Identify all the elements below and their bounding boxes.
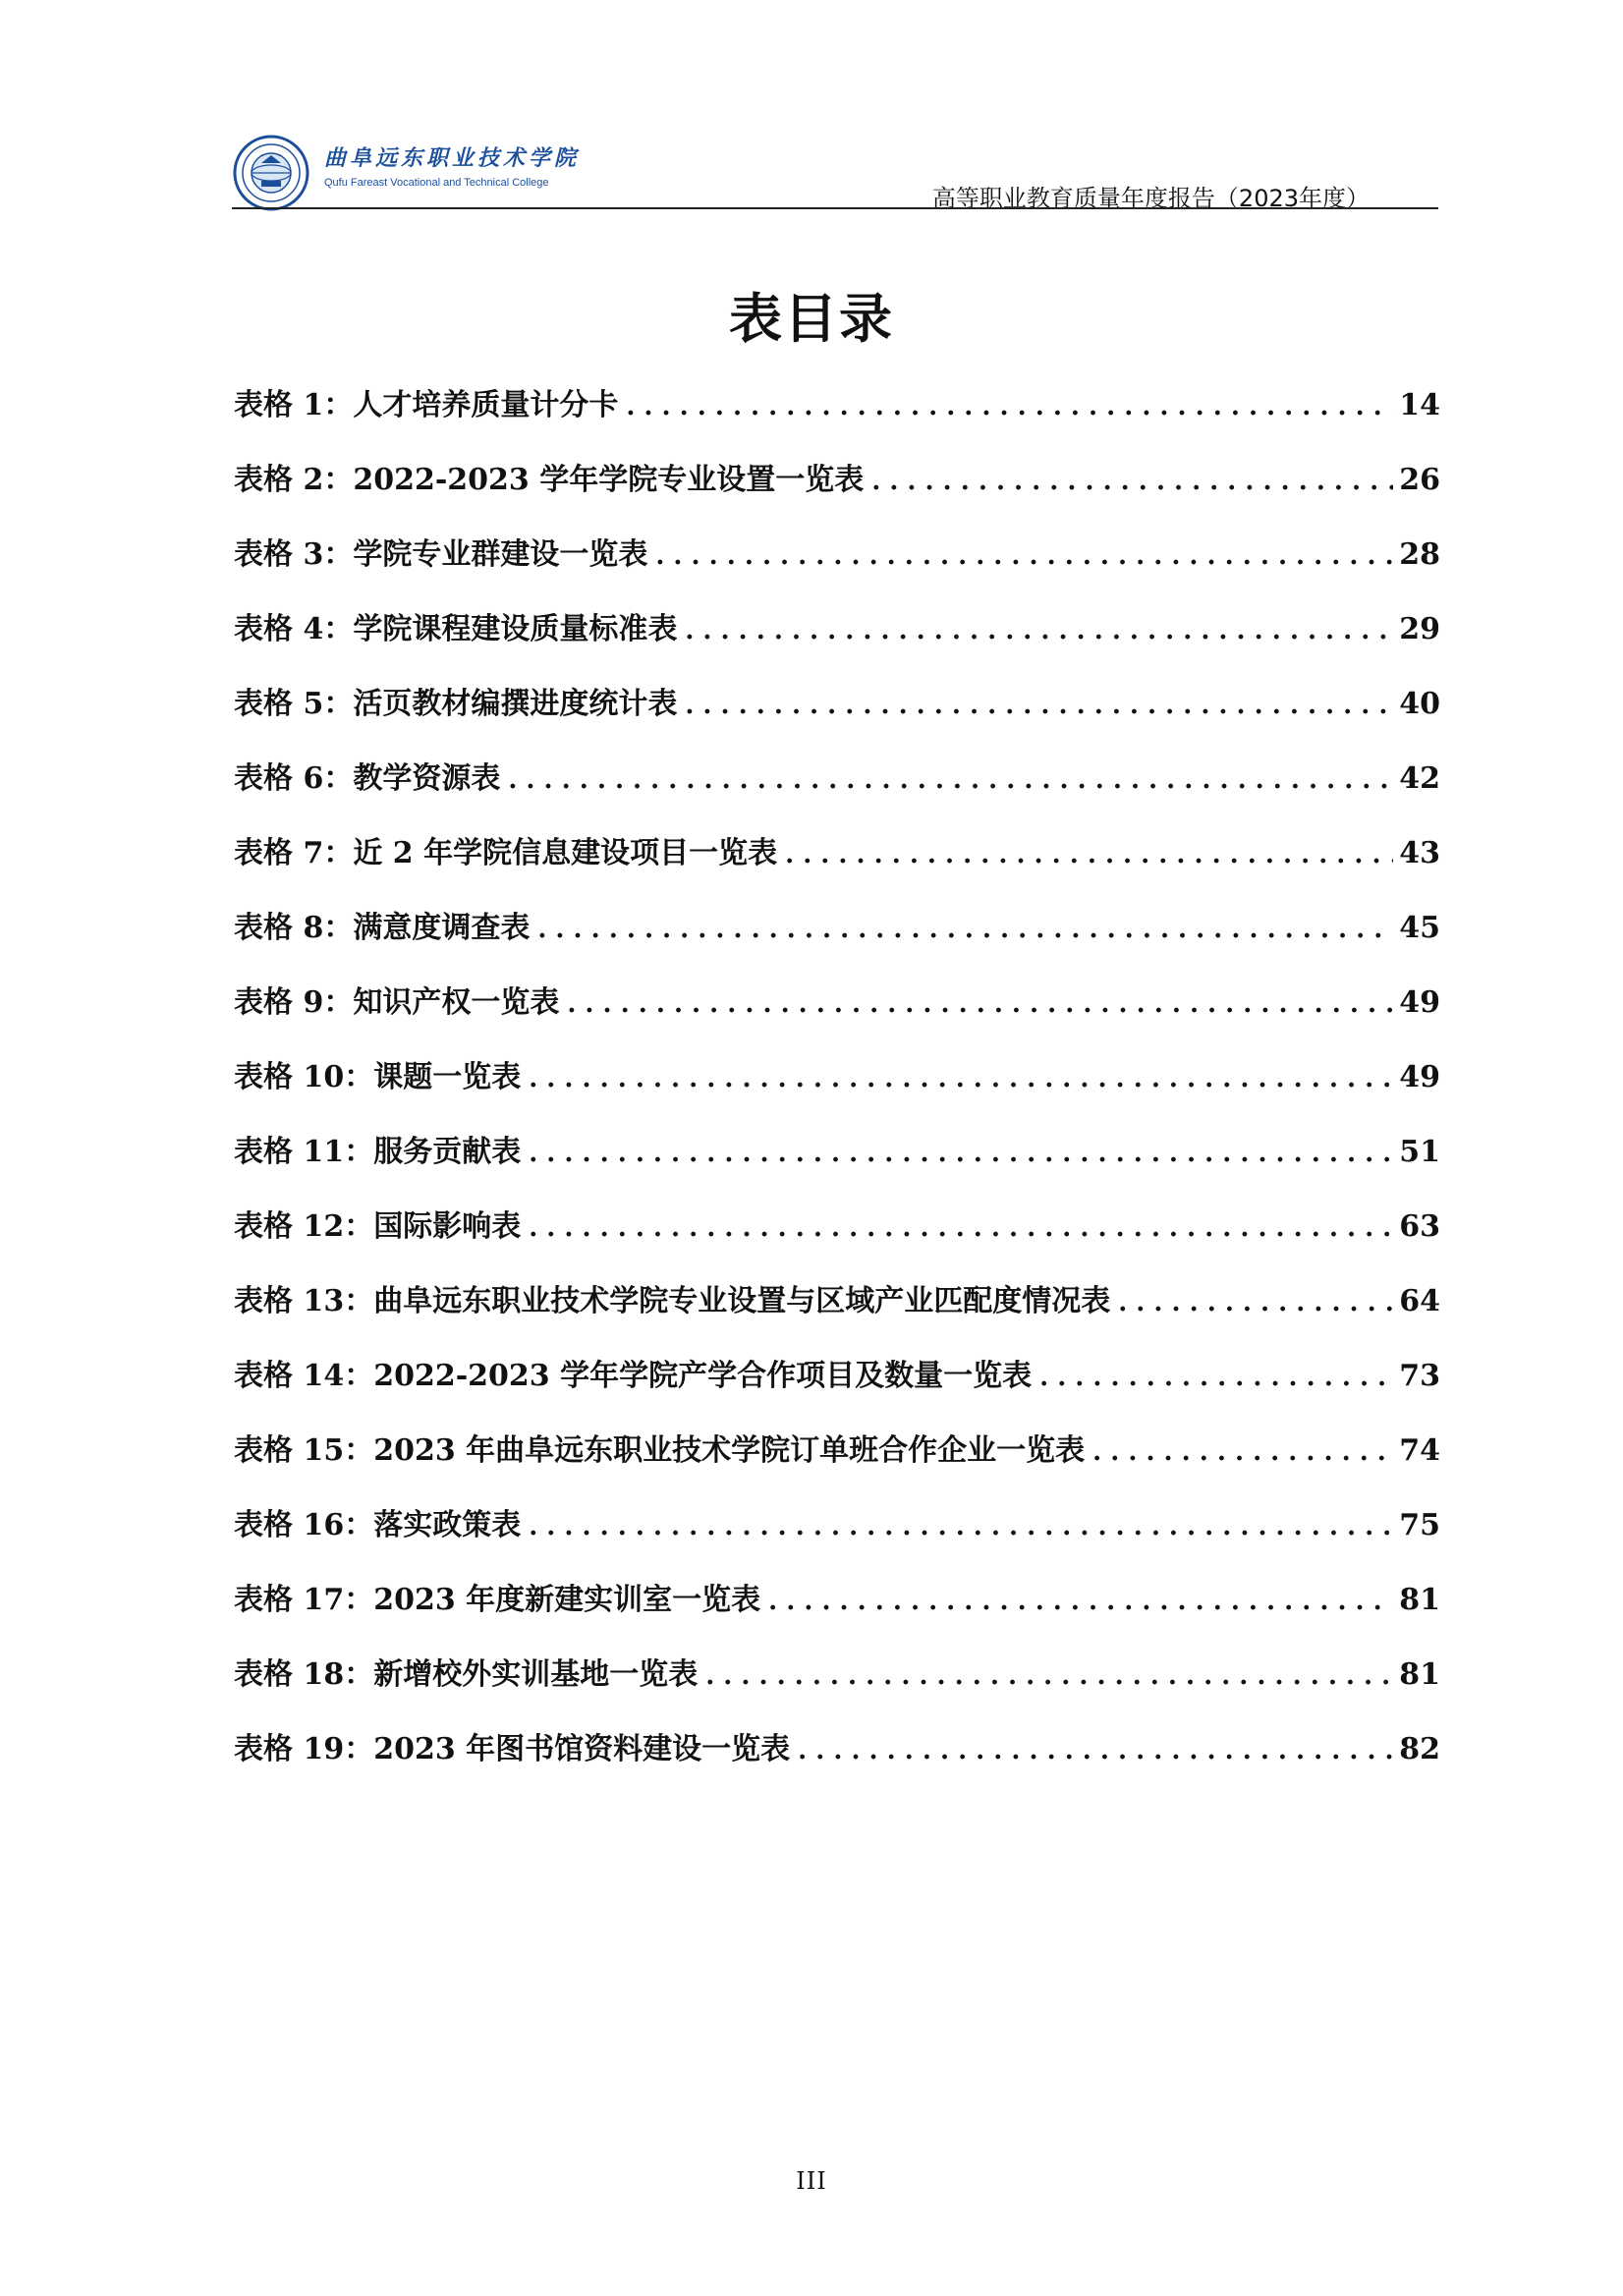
toc-entry-table-14[interactable] [234, 1352, 1440, 1427]
dot-leader [871, 457, 1393, 506]
dot-leader [685, 606, 1393, 655]
toc-entry-page: 51 [1399, 1135, 1440, 1169]
toc-entry-label: 表格 5：活页教材编撰进度统计表 [234, 687, 678, 721]
dot-leader [626, 382, 1393, 431]
dot-leader [1092, 1428, 1393, 1477]
toc-entry-page: 43 [1399, 836, 1440, 870]
dot-leader [529, 1054, 1393, 1103]
toc-entry-table-2[interactable] [234, 456, 1440, 531]
toc-entry-table-9[interactable] [234, 979, 1440, 1053]
toc-entry-label: 表格 10：课题一览表 [234, 1060, 522, 1094]
toc-entry-label: 表格 12：国际影响表 [234, 1209, 522, 1244]
dot-leader [529, 1129, 1393, 1178]
toc-entry-label: 表格 19：2023 年图书馆资料建设一览表 [234, 1732, 791, 1766]
toc-entry-label: 表格 16：落实政策表 [234, 1508, 522, 1542]
dot-leader [1118, 1278, 1393, 1327]
toc-entry-table-8[interactable] [234, 904, 1440, 979]
toc-entry-label: 表格 11：服务贡献表 [234, 1135, 522, 1169]
toc-entry-label: 表格 17：2023 年度新建实训室一览表 [234, 1583, 761, 1617]
toc-entry-page: 14 [1399, 388, 1440, 422]
toc-entry-page: 42 [1399, 761, 1440, 796]
toc-entry-table-15[interactable] [234, 1427, 1440, 1501]
college-name-en: Qufu Fareast Vocational and Technical College [324, 177, 549, 189]
page-header [232, 128, 1438, 212]
toc-entry-page: 49 [1399, 985, 1440, 1020]
college-name-cn: 曲阜远东职业技术学院 [324, 145, 581, 171]
college-seal-icon [232, 134, 310, 212]
dot-leader [567, 980, 1393, 1029]
toc-entry-label: 表格 8：满意度调查表 [234, 911, 531, 945]
toc-entry-table-6[interactable] [234, 755, 1440, 829]
toc-entry-page: 75 [1399, 1508, 1440, 1542]
toc-entry-label: 表格 3：学院专业群建设一览表 [234, 537, 648, 572]
toc-entry-label: 表格 1：人才培养质量计分卡 [234, 388, 619, 422]
toc-entry-table-17[interactable] [234, 1576, 1440, 1651]
toc-entry-table-18[interactable] [234, 1651, 1440, 1725]
toc-entry-table-4[interactable] [234, 605, 1440, 680]
toc-entry-table-10[interactable] [234, 1053, 1440, 1128]
dot-leader [529, 1204, 1393, 1253]
toc-entry-label: 表格 7：近 2 年学院信息建设项目一览表 [234, 836, 778, 870]
header-divider [232, 207, 1438, 209]
toc-entry-label: 表格 13：曲阜远东职业技术学院专业设置与区域产业匹配度情况表 [234, 1284, 1111, 1318]
dot-leader [785, 830, 1393, 879]
toc-entry-page: 81 [1399, 1657, 1440, 1692]
toc-entry-page: 49 [1399, 1060, 1440, 1094]
report-title: 高等职业教育质量年度报告（2023年度） [931, 185, 1370, 212]
toc-entry-page: 74 [1399, 1433, 1440, 1468]
page-number: III [796, 2167, 827, 2195]
toc-entry-page: 73 [1399, 1359, 1440, 1393]
dot-leader [508, 756, 1393, 805]
toc-entry-page: 81 [1399, 1583, 1440, 1617]
toc-entry-page: 63 [1399, 1209, 1440, 1244]
toc-entry-page: 82 [1399, 1732, 1440, 1766]
dot-leader [768, 1577, 1393, 1626]
toc-entry-label: 表格 14：2022-2023 学年学院产学合作项目及数量一览表 [234, 1359, 1033, 1393]
dot-leader [1039, 1353, 1393, 1402]
toc-entry-label: 表格 6：教学资源表 [234, 761, 501, 796]
toc-entry-label: 表格 9：知识产权一览表 [234, 985, 560, 1020]
toc-entry-page: 28 [1399, 537, 1440, 572]
toc-entry-table-7[interactable] [234, 829, 1440, 904]
toc-entry-table-1[interactable] [234, 381, 1440, 456]
toc-entry-page: 64 [1399, 1284, 1440, 1318]
dot-leader [685, 681, 1393, 730]
dot-leader [655, 532, 1393, 581]
dot-leader [705, 1652, 1393, 1701]
toc-entry-table-12[interactable] [234, 1203, 1440, 1277]
toc-entry-table-11[interactable] [234, 1128, 1440, 1203]
toc-entry-table-16[interactable] [234, 1501, 1440, 1576]
toc-entry-page: 45 [1399, 911, 1440, 945]
dot-leader [537, 905, 1393, 954]
toc-entry-label: 表格 18：新增校外实训基地一览表 [234, 1657, 699, 1692]
table-of-contents [234, 381, 1440, 1800]
toc-entry-table-5[interactable] [234, 680, 1440, 755]
toc-entry-table-3[interactable] [234, 531, 1440, 605]
toc-entry-label: 表格 2：2022-2023 学年学院专业设置一览表 [234, 463, 865, 497]
toc-entry-label: 表格 4：学院课程建设质量标准表 [234, 612, 678, 646]
toc-entry-page: 40 [1399, 687, 1440, 721]
toc-entry-label: 表格 15：2023 年曲阜远东职业技术学院订单班合作企业一览表 [234, 1433, 1086, 1468]
dot-leader [529, 1502, 1393, 1551]
toc-entry-page: 29 [1399, 612, 1440, 646]
toc-entry-table-13[interactable] [234, 1277, 1440, 1352]
page-title: 表目录 [729, 288, 894, 350]
dot-leader [798, 1726, 1393, 1775]
toc-entry-page: 26 [1399, 463, 1440, 497]
toc-entry-table-19[interactable] [234, 1725, 1440, 1800]
